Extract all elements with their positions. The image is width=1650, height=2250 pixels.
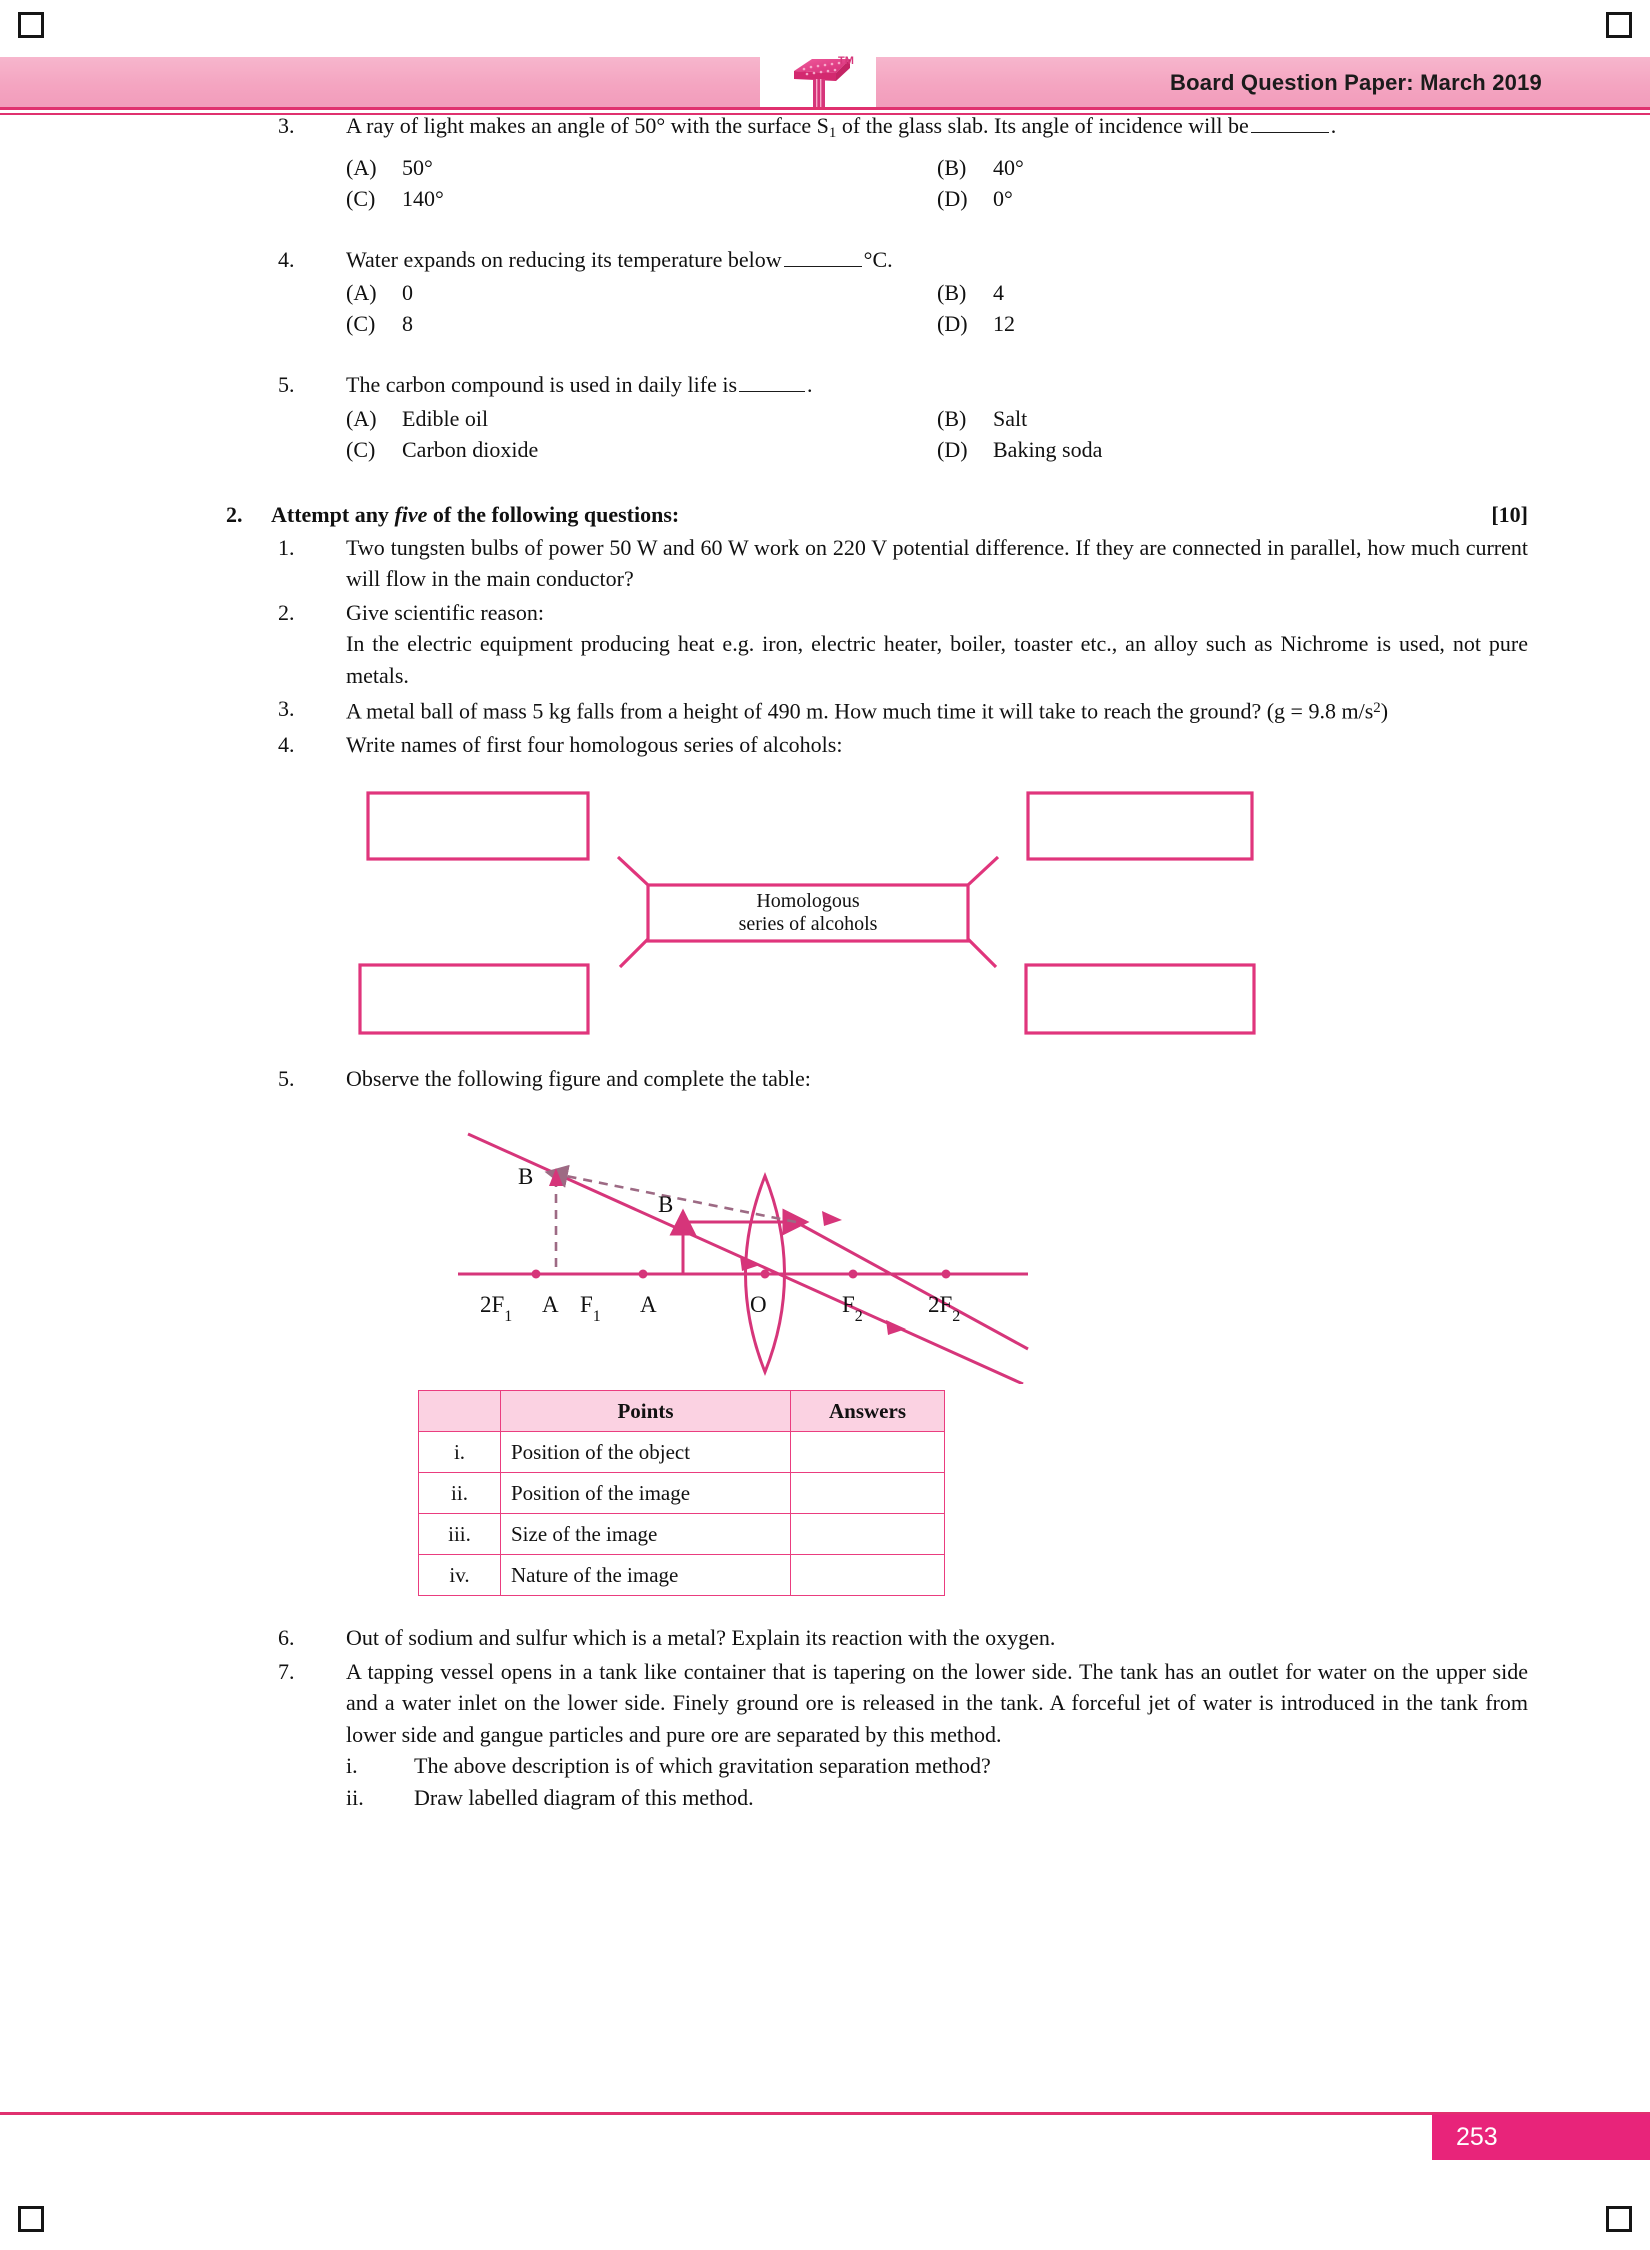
stem-text-b: of the glass slab. Its angle of incidence will be (836, 113, 1249, 138)
option-key: (A) (346, 405, 377, 431)
answer-box-bottom-right[interactable] (1026, 965, 1254, 1033)
sub-question-text: A tapping vessel opens in a tank like container that is tapering on the lower side. The tank has an outlet for water on the upper side and a water inlet on the lower side. Finely ground ore is released in the tank. A forceful jet of water is introduced in the tank from lower side and gangue particles and pure ore are separated by this method. (346, 1658, 1528, 1747)
sub-question-number: 1. (278, 534, 295, 560)
page-number-badge: 253 (1432, 2114, 1650, 2160)
option-value: 140° (402, 185, 444, 211)
option-key: (D) (937, 436, 968, 462)
crop-mark-top-left (18, 12, 44, 38)
question-stem (346, 110, 1528, 150)
answer-blank (784, 249, 862, 267)
option-d[interactable] (937, 434, 1528, 465)
option-key: (C) (346, 311, 376, 337)
connector-top-right (968, 857, 998, 885)
sub-question-6 (128, 1622, 1528, 1654)
label-2F2: $2F_2$ (928, 1292, 961, 1325)
section-title-italic: five (394, 501, 428, 527)
answer-box-top-left[interactable] (368, 793, 588, 859)
option-key: (D) (937, 185, 968, 211)
answer-blank (739, 374, 805, 392)
sub-question-number: 6. (278, 1625, 295, 1651)
sub-question-1 (128, 532, 1528, 595)
center-node-label-line2: series of alcohols (738, 912, 878, 935)
stem-text-a: Water expands on reducing its temperature below (346, 246, 782, 272)
option-value: 12 (993, 311, 1015, 337)
row-index: i. (419, 1432, 501, 1473)
option-key: (A) (346, 280, 377, 306)
list-item-key: i. (346, 1753, 358, 1779)
option-b[interactable] (937, 403, 1528, 434)
row-point: Nature of the image (501, 1555, 791, 1596)
page-header (0, 57, 1650, 107)
point-F1 (639, 1270, 648, 1279)
option-a[interactable] (346, 403, 937, 434)
footer-rule (0, 2112, 1650, 2115)
sub-question-2 (128, 597, 1528, 629)
sub-question-2-continuation: In the electric equipment producing heat e.g. iron, electric heater, boiler, toaster etc., an alloy such as Nichrome is used, not pure metals. (346, 631, 1528, 688)
sub-question-number: 7. (278, 1658, 295, 1684)
option-a[interactable] (346, 152, 937, 183)
mcq-question-4 (128, 244, 1528, 340)
page-footer (0, 2112, 1650, 2162)
sub-question-text (346, 693, 1528, 727)
option-value: 50° (402, 154, 433, 180)
table-row (419, 1432, 945, 1473)
trademark-mark: TM (838, 55, 854, 67)
answer-blank (1251, 115, 1329, 133)
section-2-heading (128, 499, 1528, 530)
option-key: (B) (937, 280, 967, 306)
sub-question-3 (128, 693, 1528, 727)
sub-question-7 (128, 1656, 1528, 1751)
homologous-series-diagram (128, 767, 1528, 1067)
section-title-before: Attempt any (271, 501, 395, 527)
option-value: Carbon dioxide (402, 436, 539, 462)
list-item-key: ii. (346, 1784, 364, 1810)
mcq-question-3 (128, 110, 1528, 214)
option-d[interactable] (937, 308, 1528, 339)
table-header-row (419, 1391, 945, 1432)
question-number: 4. (278, 246, 295, 272)
option-list (346, 277, 1528, 339)
option-list (346, 152, 1528, 214)
list-item (346, 1782, 1528, 1814)
table-row (419, 1514, 945, 1555)
row-answer-cell[interactable] (791, 1473, 945, 1514)
row-point: Size of the image (501, 1514, 791, 1555)
option-a[interactable] (346, 277, 937, 308)
section-marks: [10] (1491, 501, 1528, 527)
list-item-text: Draw labelled diagram of this method. (414, 1784, 754, 1810)
point-F2 (849, 1270, 858, 1279)
option-key: (C) (346, 436, 376, 462)
point-2F1 (532, 1270, 541, 1279)
label-B-virtual: B (518, 1164, 534, 1190)
option-key: (B) (937, 405, 967, 431)
connector-bottom-right (968, 939, 996, 967)
stem-tail: . (1330, 113, 1337, 138)
option-c[interactable] (346, 183, 937, 214)
option-value: 8 (402, 311, 413, 337)
label-B-object: B (658, 1192, 674, 1218)
row-point: Position of the object (501, 1432, 791, 1473)
option-value: 0° (993, 185, 1013, 211)
table-header-index (419, 1391, 501, 1432)
label-A-inner: A (640, 1292, 657, 1318)
lens-ray-diagram (128, 1094, 1528, 1384)
section-number: 2. (226, 501, 243, 527)
label-O: O (750, 1292, 767, 1318)
option-b[interactable] (937, 152, 1528, 183)
row-answer-cell[interactable] (791, 1514, 945, 1555)
crop-mark-top-right (1606, 12, 1632, 38)
label-2F1: $2F_1$ (480, 1292, 513, 1325)
option-c[interactable] (346, 434, 937, 465)
table-header-answers: Answers (791, 1391, 945, 1432)
table-header-points: Points (501, 1391, 791, 1432)
sub-question-number: 4. (278, 732, 295, 758)
label-F1: $F_1$ (580, 1292, 601, 1325)
option-value: Salt (993, 405, 1028, 431)
point-2F2 (942, 1270, 951, 1279)
header-title: Board Question Paper: March 2019 (1170, 70, 1542, 95)
sub-question-4 (128, 729, 1528, 761)
option-b[interactable] (937, 277, 1528, 308)
sub-question-number: 2. (278, 599, 295, 625)
crop-mark-bottom-right (1606, 2206, 1632, 2232)
option-value: Edible oil (402, 405, 489, 431)
sub-question-7-items (346, 1750, 1528, 1813)
stem-tail: °C. (863, 246, 893, 272)
target-t-logo-icon (780, 49, 872, 111)
option-value: 40° (993, 154, 1024, 180)
connector-bottom-left (620, 939, 648, 967)
option-key: (B) (937, 154, 967, 180)
row-index: iii. (419, 1514, 501, 1555)
option-c[interactable] (346, 308, 937, 339)
page-body (0, 110, 1650, 1813)
sub-question-number: 5. (278, 1065, 295, 1091)
mcq-question-5 (128, 369, 1528, 465)
stem-text-a: The carbon compound is used in daily life is (346, 372, 738, 398)
label-F2: $F_2$ (842, 1292, 863, 1325)
row-index: iv. (419, 1555, 501, 1596)
option-key: (D) (937, 311, 968, 337)
row-answer-cell[interactable] (791, 1432, 945, 1473)
sub-question-text: Give scientific reason: (346, 599, 544, 625)
sub-question-text: Out of sodium and sulfur which is a metal? Explain its reaction with the oxygen. (346, 1625, 1056, 1651)
table-row (419, 1555, 945, 1596)
question-stem (346, 244, 1528, 276)
header-band-left (0, 57, 760, 107)
sub-question-superscript: 2 (1373, 700, 1381, 717)
sub-question-number: 3. (278, 696, 295, 722)
point-O (761, 1270, 770, 1279)
sub-question-text: Two tungsten bulbs of power 50 W and 60 W work on 220 V potential difference. If they are connected in parallel, how much current will flow in the main conductor? (346, 534, 1528, 592)
stem-subscript: 1 (828, 125, 837, 142)
question-number: 3. (278, 113, 295, 138)
ray-arrowhead-2 (886, 1320, 906, 1335)
virtual-ray-dashed (556, 1174, 796, 1222)
option-key: (A) (346, 154, 377, 180)
option-value: Baking soda (993, 436, 1103, 462)
homologous-series-svg (128, 767, 1528, 1067)
option-key: (C) (346, 185, 376, 211)
row-point: Position of the image (501, 1473, 791, 1514)
row-answer-cell[interactable] (791, 1555, 945, 1596)
question-stem (346, 369, 1528, 401)
option-value: 0 (402, 280, 413, 306)
option-d[interactable] (937, 183, 1528, 214)
sub-question-text: Write names of first four homologous series of alcohols: (346, 732, 843, 758)
list-item (346, 1750, 1528, 1782)
stem-text-a: A ray of light makes an angle of 50° with the surface S (346, 113, 829, 138)
label-A-outer: A (542, 1292, 559, 1318)
sub-question-text-a: A metal ball of mass 5 kg falls from a height of 490 m. How much time it will take to reach the ground? (g = 9.8 m/s (346, 698, 1374, 724)
list-item-text: The above description is of which gravitation separation method? (414, 1753, 991, 1779)
observations-table (418, 1390, 945, 1596)
answer-box-bottom-left[interactable] (360, 965, 588, 1033)
publisher-logo (780, 49, 872, 111)
answer-box-top-right[interactable] (1028, 793, 1252, 859)
lens-ray-diagram-svg (128, 1094, 1528, 1384)
refracted-ray-through-F2 (796, 1222, 1028, 1349)
observations-table-wrapper (418, 1390, 1528, 1596)
table-row (419, 1473, 945, 1514)
option-value: 4 (993, 280, 1004, 306)
sub-question-text: Observe the following figure and complete the table: (346, 1065, 811, 1091)
sub-question-5 (128, 1063, 1528, 1095)
section-title-after: of the following questions: (427, 501, 680, 527)
question-number: 5. (278, 372, 295, 398)
sub-question-text-b: ) (1380, 698, 1389, 724)
crop-mark-bottom-left (18, 2206, 44, 2232)
option-list (346, 403, 1528, 465)
ray-arrowhead-3 (822, 1211, 842, 1226)
section-title (271, 499, 1479, 530)
connector-top-left (618, 857, 648, 885)
center-node-label-line1: Homologous (756, 889, 860, 912)
row-index: ii. (419, 1473, 501, 1514)
stem-tail: . (807, 372, 813, 398)
